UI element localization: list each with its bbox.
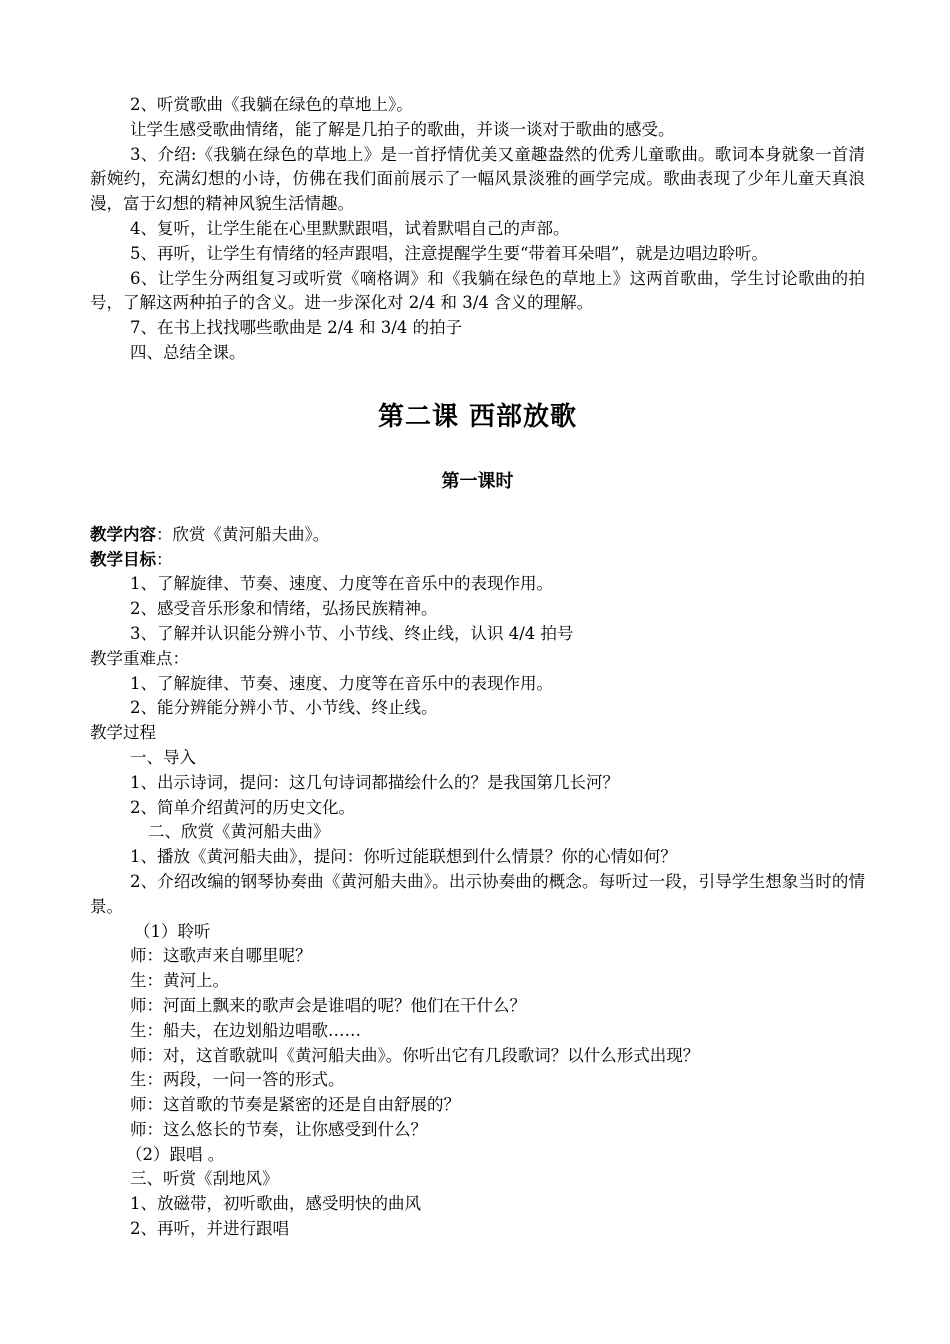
- key-point-item: 2、能分辨能分辨小节、小节线、终止线。: [130, 698, 438, 718]
- paragraph: 4、复听，让学生能在心里默默跟唱，试着默唱自己的声部。: [130, 218, 570, 238]
- paragraph: 2、听赏歌曲《我躺在绿色的草地上》。: [130, 95, 413, 114]
- dialogue-line: 师：对，这首歌就叫《黄河船夫曲》。你听出它有几段歌词？以什么形式出现？: [130, 1045, 700, 1065]
- teaching-goals-colon: ：: [156, 549, 173, 569]
- paragraph: 5、再听，让学生有情绪的轻声跟唱，注意提醒学生要“带着耳朵唱”，就是边唱边聆听。: [130, 243, 768, 263]
- process-heading: 教学过程: [90, 723, 156, 743]
- dialogue-line: 师：这么悠长的节奏，让你感受到什么？: [130, 1119, 427, 1139]
- lesson-title: 第二课 西部放歌: [377, 401, 578, 432]
- process-line: 一、导入: [130, 747, 196, 767]
- dialogue-line: 师：这歌声来自哪里呢？: [130, 946, 312, 966]
- process-line: 二、欣赏《黄河船夫曲》: [148, 822, 330, 842]
- key-points-heading: 教学重难点：: [90, 648, 189, 668]
- period-title: 第一课时: [441, 470, 514, 492]
- process-line: 2、介绍改编的钢琴协奏曲《黄河船夫曲》。出示协奏曲的概念。每听过一段，引导学生想象当时的情景。: [90, 871, 865, 916]
- teaching-content: [90, 523, 865, 548]
- process-line: 1、播放《黄河船夫曲》，提问：你听过能联想到什么情景？你的心情如何？: [130, 847, 677, 867]
- process-line: 1、放磁带，初听歌曲，感受明快的曲风: [130, 1194, 421, 1214]
- key-point-item: 1、了解旋律、节奏、速度、力度等在音乐中的表现作用。: [130, 673, 553, 693]
- process-line: 2、再听，并进行跟唱: [130, 1219, 289, 1239]
- teaching-content-text: 欣赏《黄河船夫曲》。: [172, 524, 330, 544]
- process-line: （2）跟唱 。: [126, 1144, 225, 1164]
- goal-item: 1、了解旋律、节奏、速度、力度等在音乐中的表现作用。: [130, 574, 553, 594]
- dialogue-line: 生：两段，一问一答的形式。: [130, 1070, 345, 1090]
- goal-item: 3、了解并认识能分辨小节、小节线、终止线，认识 4/4 拍号: [130, 623, 574, 643]
- dialogue-line: 师：河面上飘来的歌声会是谁唱的呢？他们在干什么？: [130, 995, 526, 1015]
- goal-item: 2、感受音乐形象和情绪，弘扬民族精神。: [130, 599, 438, 619]
- process-line: 三、听赏《刮地风》: [130, 1169, 279, 1189]
- process-line: 2、简单介绍黄河的历史文化。: [130, 797, 355, 817]
- process-line: 1、出示诗词，提问：这几句诗词都描绘什么的？是我国第几长河？: [130, 772, 619, 792]
- paragraph: 6、让学生分两组复习或听赏《嘀格调》和《我躺在绿色的草地上》这两首歌曲，学生讨论歌曲的拍号，了解这两种拍子的含义。进一步深化对 2/4 和 3/4 含义的理解。: [90, 268, 865, 313]
- paragraph: 让学生感受歌曲情绪，能了解是几拍子的歌曲，并谈一谈对于歌曲的感受。: [130, 119, 675, 139]
- document-page: [90, 93, 865, 1242]
- teaching-goals-label: 教学目标: [90, 549, 156, 569]
- process-line: （1）聆听: [134, 921, 211, 941]
- dialogue-line: 生：黄河上。: [130, 971, 229, 991]
- paragraph: 3、介绍:《我躺在绿色的草地上》是一首抒情优美又童趣盎然的优秀儿童歌曲。歌词本身就象一首清新婉约，充满幻想的小诗，仿佛在我们面前展示了一幅风景淡雅的画学完成。歌曲表现了少年儿童天真浪漫，富于幻想的精神风貌生活情趣。: [90, 144, 865, 214]
- teaching-goals-heading: [90, 548, 865, 573]
- dialogue-line: 生：船夫，在边划船边唱歌……: [130, 1020, 361, 1040]
- paragraph: 7、在书上找找哪些歌曲是 2/4 和 3/4 的拍子: [130, 318, 463, 338]
- teaching-content-label: 教学内容: [90, 524, 156, 544]
- teaching-content-colon: ：: [156, 524, 173, 544]
- dialogue-line: 师：这首歌的节奏是紧密的还是自由舒展的？: [130, 1095, 460, 1115]
- paragraph: 四、总结全课。: [130, 342, 246, 362]
